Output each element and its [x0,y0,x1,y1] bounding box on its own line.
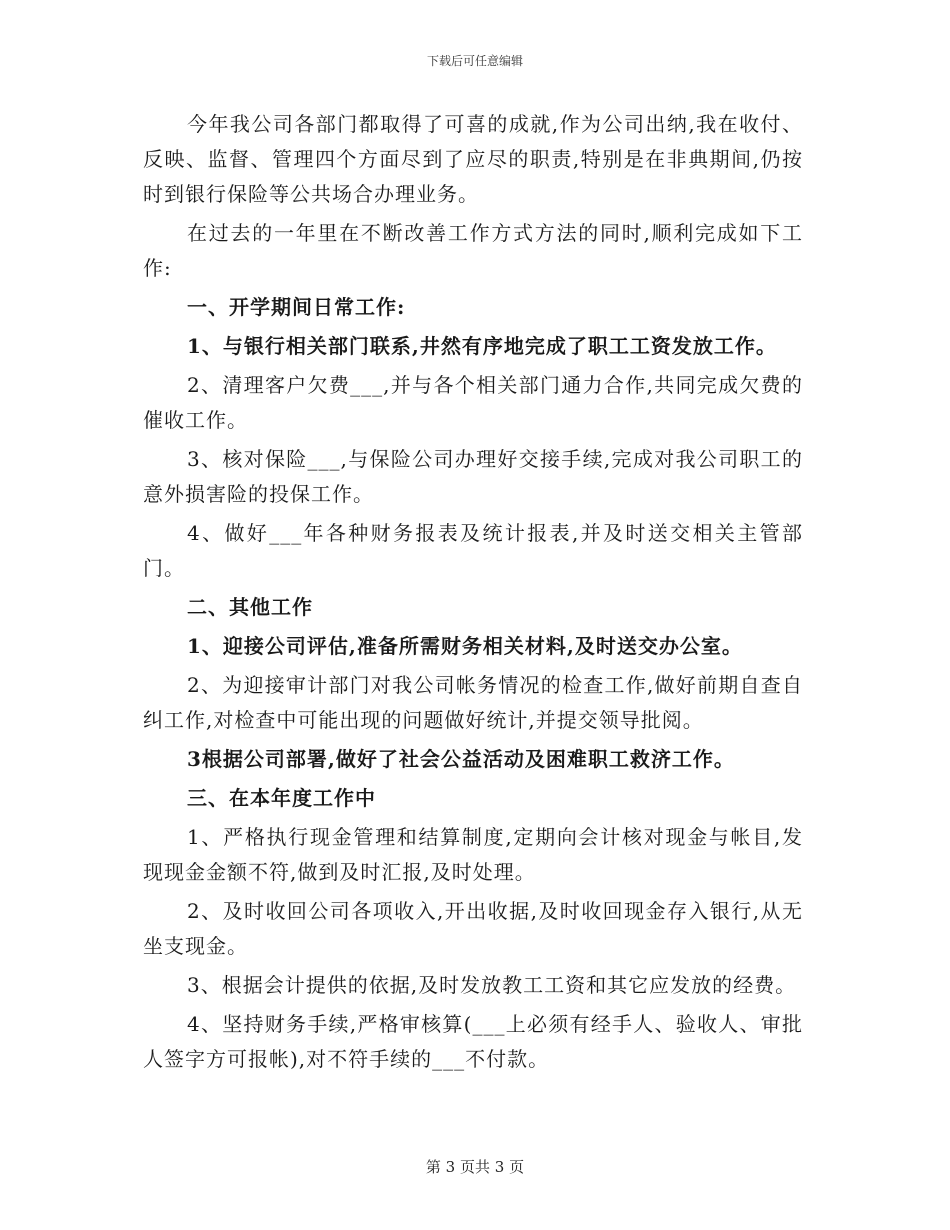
section-heading-1: 一、开学期间日常工作: [187,295,406,319]
section-3-item-1: 1、严格执行现金管理和结算制度,定期向会计核对现金与帐目,发现现金金额不符,做到及时汇报,及时处理。 [143,825,803,884]
section-2-item-2: 2、为迎接审计部门对我公司帐务情况的检查工作,做好前期自查自纠工作,对检查中可能出现的问题做好统计,并提交领导批阅。 [143,673,803,732]
page-header: 下载后可任意编辑 [426,54,523,68]
intro-paragraph: 今年我公司各部门都取得了可喜的成就,作为公司出纳,我在收付、反映、监督、管理四个方面尽到了应尽的职责,特别是在非典期间,仍按时到银行保险等公共场合办理业务。 [143,112,803,206]
section-1-item-1: 1、与银行相关部门联系,井然有序地完成了职工工资发放工作。 [187,334,777,358]
section-1-item-3: 3、核对保险___,与保险公司办理好交接手续,完成对我公司职工的意外损害险的投保工作。 [143,447,803,506]
summary-paragraph: 在过去的一年里在不断改善工作方式方法的同时,顺利完成如下工作: [143,221,803,280]
section-2-item-1: 1、迎接公司评估,准备所需财务相关材料,及时送交办公室。 [187,634,743,658]
section-1-item-4: 4、做好___年各种财务报表及统计报表,并及时送交相关主管部门。 [143,521,803,580]
section-heading-3: 三、在本年度工作中 [187,786,376,810]
section-3-item-3: 3、根据会计提供的依据,及时发放教工工资和其它应发放的经费。 [187,973,797,997]
section-1-item-2: 2、清理客户欠费___,并与各个相关部门通力合作,共同完成欠费的催收工作。 [143,373,803,432]
section-2-item-3: 3根据公司部署,做好了社会公益活动及困难职工救济工作。 [187,747,735,771]
section-heading-2: 二、其他工作 [187,595,313,619]
section-3-item-4: 4、坚持财务手续,严格审核算(___上必须有经手人、验收人、审批人签字方可报帐),对不符手续的___不付款。 [143,1012,803,1071]
section-3-item-2: 2、及时收回公司各项收入,开出收据,及时收回现金存入银行,从无坐支现金。 [143,899,803,958]
document-body [143,107,803,1081]
page-footer: 第 3 页共 3 页 [425,1158,525,1176]
